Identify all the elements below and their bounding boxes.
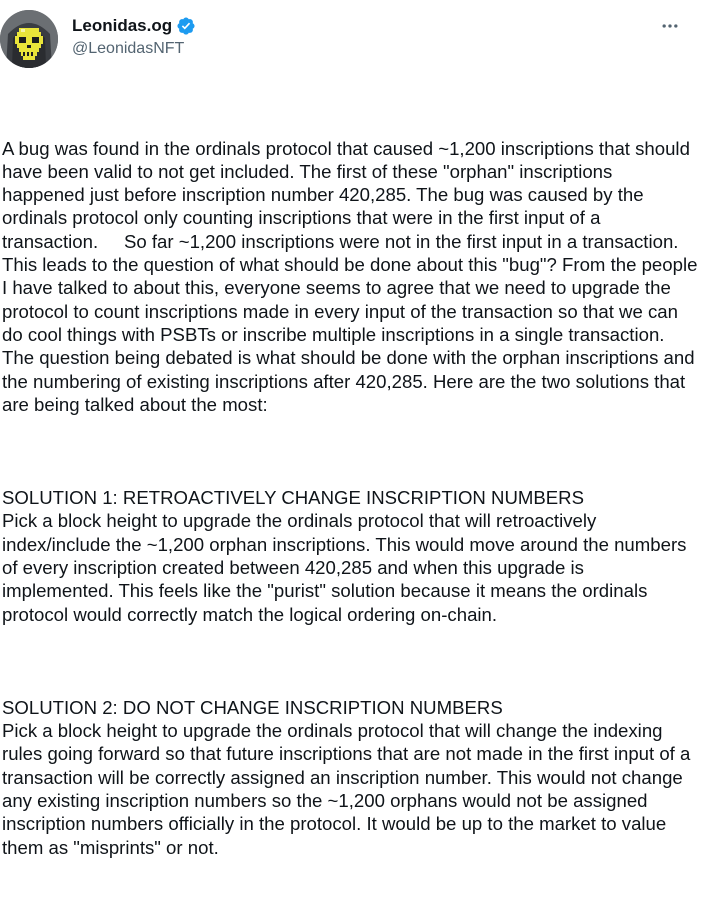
avatar[interactable] <box>0 10 58 68</box>
tweet-header <box>0 0 704 80</box>
tweet-paragraph-solution-2: SOLUTION 2: DO NOT CHANGE INSCRIPTION NUMBERS Pick a block height to upgrade the ordinals protocol that will change the indexing rules going forward so that future inscriptions that are not made in the first input of a transaction will be correctly assigned an inscription number. This would not change any existing inscription numbers so the ~1,200 orphans would not be assigned inscription numbers officially in the protocol. It would be up to the market to value them as "misprints" or not. <box>2 696 691 858</box>
display-name-row <box>72 14 196 38</box>
tweet-text <box>2 90 703 905</box>
verified-badge-icon[interactable] <box>176 16 196 36</box>
more-horizontal-icon[interactable] <box>658 14 682 38</box>
tweet-paragraph-intro: A bug was found in the ordinals protocol that caused ~1,200 inscriptions that should have been valid to not get included. The first of these "orphan" inscriptions happened just before inscription number 420,285. The bug was caused by the ordinals protocol only counting inscriptions that were in the first input of a transaction. So far ~1,200 inscriptions were not in the first input in a transaction. This leads to the question of what should be done about this "bug"? From the people I have talked to about this, everyone seems to agree that we need to upgrade the protocol to count inscriptions made in every input of the transaction so that we can do cool things with PSBTs or inscribe multiple inscriptions in a single transaction. The question being debated is what should be done with the orphan inscriptions and the numbering of existing inscriptions after 420,285. Here are the two solutions that are being talked about the most: <box>2 137 703 415</box>
skull-avatar-icon <box>0 10 58 68</box>
display-name[interactable]: Leonidas.og <box>72 16 173 35</box>
tweet-paragraph-solution-1: SOLUTION 1: RETROACTIVELY CHANGE INSCRIPTION NUMBERS Pick a block height to upgrade the ordinals protocol that will retroactively index/include the ~1,200 orphan inscriptions. This would move around the numbers of every inscription created between 420,285 and when this upgrade is implemented. This feels like the "purist" solution because it means the ordinals protocol would correctly match the logical ordering on-chain. <box>2 487 687 625</box>
handle[interactable]: @LeonidasNFT <box>72 40 185 57</box>
author-names <box>72 14 196 60</box>
